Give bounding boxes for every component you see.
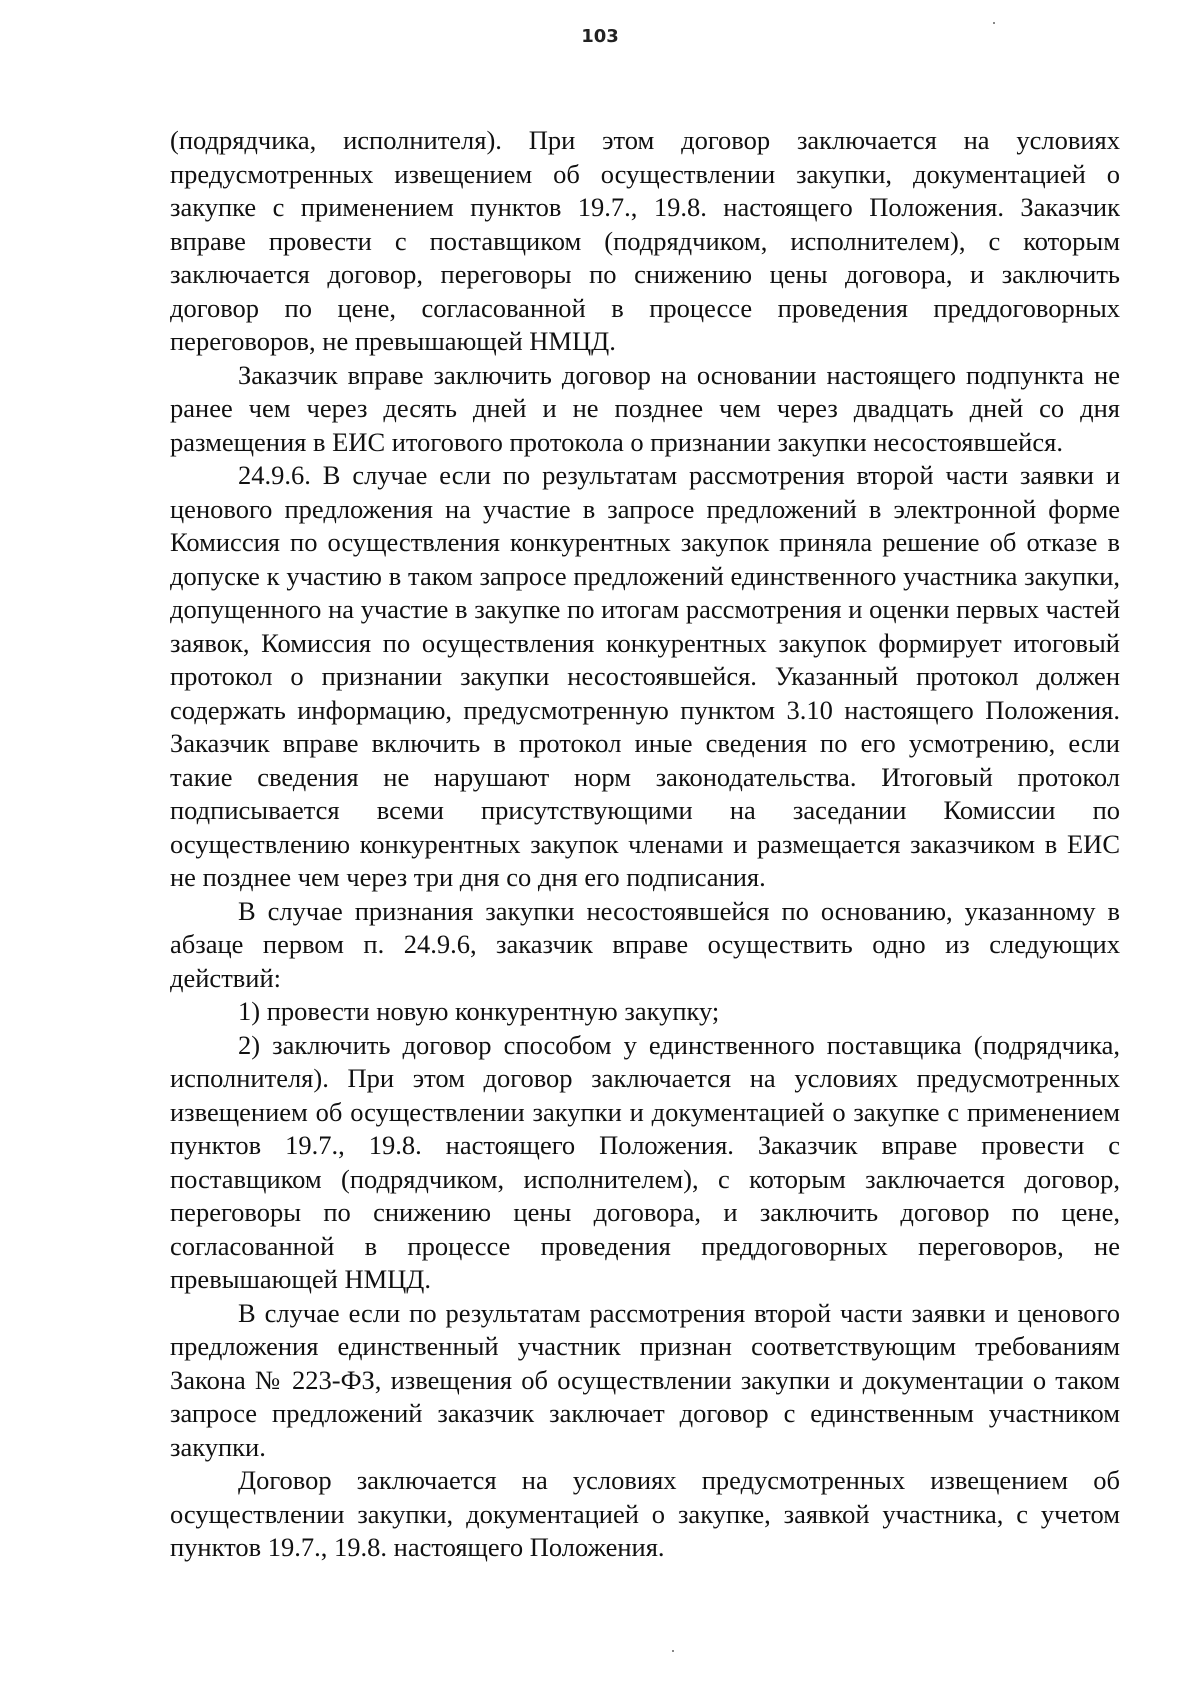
scan-speck [993, 22, 995, 24]
paragraph: В случае если по результатам рассмотрения второй части заявки и ценового предложения единственный участник признан соответствующим требованиям Закона № 223-ФЗ, извещения об осуществлении закупки и документации о таком запросе предложений заказчик заключает договор с единственным участником закупки. [170, 1297, 1120, 1462]
list-item: 1) провести новую конкурентную закупку; [238, 996, 720, 1026]
document-body [170, 124, 1120, 1565]
page-number: 103 [581, 26, 619, 47]
clause-24-9-6: 24.9.6. В случае если по результатам рассмотрения второй части заявки и ценового предложения на участие в запросе предложений в электронной форме Комиссия по осуществления конкурентных закупок приняла решение об отказе в допуске к участию в таком запросе предложений единственного участника закупки, допущенного на участие в закупке по итогам рассмотрения и оценки первых частей заявок, Комиссия по осуществления конкурентных закупок формирует итоговый протокол о признании закупки несостоявшейся. Указанный протокол должен содержать информацию, предусмотренную пунктом 3.10 настоящего Положения. Заказчик вправе включить в протокол иные сведения по его усмотрению, если такие сведения не нарушают норм законодательства. Итоговый протокол подписывается всеми присутствующими на заседании Комиссии по осуществлению конкурентных закупок членами и размещается заказчиком в ЕИС не позднее чем через три дня со дня его подписания. [170, 460, 1120, 892]
list-item: 2) заключить договор способом у единственного поставщика (подрядчика, исполнителя). При этом договор заключается на условиях предусмотренных извещением об осуществлении закупки и документацией о закупке с применением пунктов 19.7., 19.8. настоящего Положения. Заказчик вправе провести с поставщиком (подрядчиком, исполнителем), с которым заключается договор, переговоры по снижению цены договора, и заключить договор по цене, согласованной в процессе проведения преддоговорных переговоров, не превышающей НМЦД. [170, 1029, 1120, 1294]
paragraph: Заказчик вправе заключить договор на основании настоящего подпункта не ранее чем через десять дней и не позднее чем через двадцать дней со дня размещения в ЕИС итогового протокола о признании закупки несостоявшейся. [170, 359, 1120, 457]
paragraph-continuation: (подрядчика, исполнителя). При этом договор заключается на условиях предусмотренных извещением об осуществлении закупки, документацией о закупке с применением пунктов 19.7., 19.8. настоящего Положения. Заказчик вправе провести с поставщиком (подрядчиком, исполнителем), с которым заключается договор, переговоры по снижению цены договора, и заключить договор по цене, согласованной в процессе проведения преддоговорных переговоров, не превышающей НМЦД. [170, 125, 1120, 356]
paragraph: Договор заключается на условиях предусмотренных извещением об осуществлении закупки, документацией о закупке, заявкой участника, с учетом пунктов 19.7., 19.8. настоящего Положения. [170, 1465, 1120, 1562]
scan-speck [672, 1650, 674, 1652]
paragraph: В случае признания закупки несостоявшейся по основанию, указанному в абзаце первом п. 24.9.6, заказчик вправе осуществить одно из следующих действий: [170, 895, 1120, 993]
